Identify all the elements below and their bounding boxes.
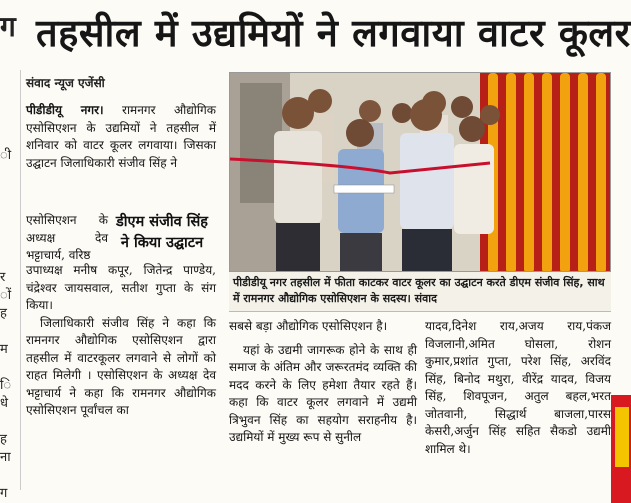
adjacent-article-edge [0,0,18,503]
paragraph-1b: एसोसिएशन के अध्यक्ष देव भट्टाचार्य, वरिष्ठ [26,213,108,262]
edge-glyph: ह [0,306,7,321]
edge-glyph: र [0,270,6,285]
article-column-1-bottom [26,262,216,420]
edge-glyph: म [0,342,8,357]
paragraph-2: जिलाधिकारी संजीव सिंह ने कहा कि रामनगर औद्योगिक एसोसिएशन द्वारा तहसील में वाटरकूलर लगवाने से लोगों को राहत मिलेगी । एसोसिएशन के अध्यक्ष देव भट्टाचार्य ने कहा कि रामनगर औद्योगिक एसोसिएशन पूर्वांचल का [26,315,216,417]
adjacent-ad-edge [611,395,631,503]
edge-glyph: ह [0,432,7,447]
edge-glyph: ग [0,10,16,43]
paragraph-3: सबसे बड़ा औद्योगिक एसोसिएशन है। [229,319,388,333]
paragraph-4: यहां के उद्यमी जागरूक होने के साथ ही समाज के अंतिम और जरूरतमंद व्यक्ति की मदद करने के लिए हमेशा तैयार रहते हैं। कहा कि वाटर कूलर लगवाने में उद्यमी त्रिभुवन सिंह का सहयोग सराहनीय है। उद्यमियों में मुख्य रूप से सुनील [229,342,417,444]
edge-glyph: ि [0,378,12,393]
edge-glyph: ग [0,486,8,501]
news-photo-ribbon-cutting [229,72,611,272]
paragraph-1a: रामनगर औद्योगिक एसोसिएशन के उद्यमियों ने तहसील में शनिवार को वाटर कूलर लगवाया। जिसका उद्घाटन जिलाधिकारी संजीव सिंह ने [26,103,216,170]
paragraph-5: यादव,दिनेश राय,अजय राय,पंकज विजलानी,अमित घोसला, रोशन कुमार,प्रशांत गुप्ता, परेश सिंह, अरविंद सिंह, बिनोद मथुरा, वीरेंद्र यादव, विजय सिंह, शिवपूजन, अतुल बहल,भरत जोतवानी, सिद्धार्थ बाजला,पारस केसरी,अर्जुन सिंह सहित सैकडो उद्यमी शामिल थे। [425,319,611,456]
byline-agency: संवाद न्यूज एजेंसी [26,76,105,90]
edge-glyph: ना [0,450,11,465]
paragraph-1c: उपाध्यक्ष मनीष कपूर, जितेन्द्र पाण्डेय, चंद्रेश्वर जायसवाल, सतीश गुप्ता के संग किया। [26,263,216,312]
article-column-3 [425,318,611,458]
dateline: पीडीडीयू नगर। [26,103,104,117]
article-column-2 [229,318,417,447]
photo-caption: पीडीडीयू नगर तहसील में फीता काटकर वाटर कूलर का उद्घाटन करते डीएम संजीव सिंह, साथ में रामनगर औद्योगिक एसोसिएशन के सदस्य। संवाद [229,272,611,312]
headline: तहसील में उद्यमियों ने लगवाया वाटर कूलर [36,11,631,55]
column-rule [20,70,21,490]
article-column-1-wrap [26,212,108,265]
pull-quote-callout: डीएम संजीव सिंह ने किया उद्घाटन [116,214,208,251]
edge-glyph: ी [0,148,12,163]
article-column-1-top [26,102,216,172]
edge-glyph: ों [0,288,12,303]
edge-glyph: धे [0,396,8,411]
